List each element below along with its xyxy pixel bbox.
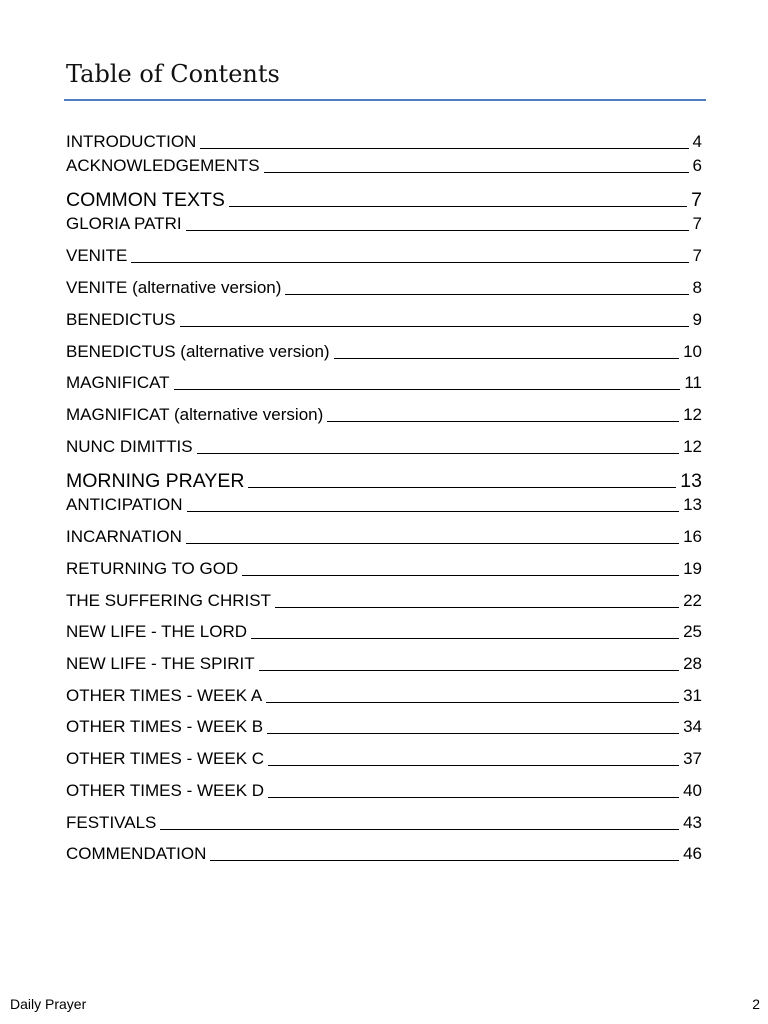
- toc-entry[interactable]: [66, 813, 702, 833]
- toc-entry-label: OTHER TIMES - WEEK D: [66, 781, 265, 800]
- toc-entry-label: VENITE: [66, 246, 128, 265]
- toc-leader-line: [334, 358, 680, 359]
- toc-page-number: 9: [692, 310, 702, 329]
- toc-entry[interactable]: [66, 214, 702, 234]
- toc-leader-line: [327, 421, 679, 422]
- toc-page-number: 12: [683, 405, 702, 424]
- toc-page-number: 7: [692, 214, 702, 233]
- toc-leader-line: [229, 206, 687, 207]
- toc-section-heading[interactable]: [66, 471, 702, 491]
- toc-leader-line: [267, 733, 679, 734]
- toc-leader-line: [259, 670, 679, 671]
- toc-leader-line: [251, 638, 679, 639]
- toc-entry-label: OTHER TIMES - WEEK A: [66, 686, 263, 705]
- toc-leader-line: [266, 702, 679, 703]
- toc-page-number: 7: [692, 246, 702, 265]
- toc-entry-label: ACKNOWLEDGEMENTS: [66, 156, 260, 175]
- toc-entry[interactable]: [66, 844, 702, 864]
- toc-entry-label: OTHER TIMES - WEEK B: [66, 717, 264, 736]
- toc-page-number: 4: [692, 132, 702, 151]
- toc-entry-label: OTHER TIMES - WEEK C: [66, 749, 265, 768]
- toc-leader-line: [174, 389, 681, 390]
- toc-page-number: 16: [683, 527, 702, 546]
- toc-entry-label: RETURNING TO GOD: [66, 559, 239, 578]
- title-divider: [64, 99, 706, 101]
- toc-entry-label: BENEDICTUS: [66, 310, 176, 329]
- toc-page-number: 22: [683, 591, 702, 610]
- toc-entry-label: VENITE (alternative version): [66, 278, 282, 297]
- toc-entry-label: BENEDICTUS (alternative version): [66, 342, 330, 361]
- page-title: Table of Contents: [66, 60, 280, 88]
- toc-page-number: 37: [683, 749, 702, 768]
- toc-entry[interactable]: [66, 622, 702, 642]
- toc-leader-line: [180, 326, 689, 327]
- toc-entry[interactable]: [66, 342, 702, 362]
- toc-page-number: 13: [680, 470, 702, 492]
- toc-entry-label: ANTICIPATION: [66, 495, 183, 514]
- toc-page-number: 6: [692, 156, 702, 175]
- toc-entry-label: INCARNATION: [66, 527, 182, 546]
- toc-page-number: 11: [684, 373, 702, 392]
- toc-entry-label: MAGNIFICAT: [66, 373, 170, 392]
- toc-section-heading[interactable]: [66, 190, 702, 210]
- toc-entry-label: NEW LIFE - THE SPIRIT: [66, 654, 255, 673]
- toc-page-number: 46: [683, 844, 702, 863]
- toc-leader-line: [186, 543, 679, 544]
- toc-entry-label: INTRODUCTION: [66, 132, 197, 151]
- toc-page-number: 40: [683, 781, 702, 800]
- toc-entry-label: MORNING PRAYER: [66, 470, 245, 492]
- toc-leader-line: [248, 487, 676, 488]
- toc-page-number: 31: [683, 686, 702, 705]
- toc-leader-line: [131, 262, 688, 263]
- toc-leader-line: [197, 453, 680, 454]
- toc-page-number: 25: [683, 622, 702, 641]
- toc-page-number: 19: [683, 559, 702, 578]
- toc-entry-label: FESTIVALS: [66, 813, 157, 832]
- toc-page-number: 43: [683, 813, 702, 832]
- toc-entry-label: THE SUFFERING CHRIST: [66, 591, 271, 610]
- toc-leader-line: [186, 230, 689, 231]
- toc-leader-line: [187, 511, 680, 512]
- toc-entry-label: COMMON TEXTS: [66, 189, 225, 211]
- toc-leader-line: [268, 765, 679, 766]
- footer-page-number: 2: [752, 996, 760, 1012]
- toc-leader-line: [285, 294, 688, 295]
- toc-entry[interactable]: [66, 132, 702, 152]
- toc-entry-label: COMMENDATION: [66, 844, 207, 863]
- toc-entry[interactable]: [66, 310, 702, 330]
- toc-entry[interactable]: [66, 749, 702, 769]
- toc-page-number: 28: [683, 654, 702, 673]
- toc-entry[interactable]: [66, 717, 702, 737]
- toc-entry[interactable]: [66, 246, 702, 266]
- toc-leader-line: [200, 148, 688, 149]
- toc-entry[interactable]: [66, 373, 702, 393]
- toc-entry[interactable]: [66, 278, 702, 298]
- toc-entry[interactable]: [66, 527, 702, 547]
- toc-page-number: 13: [683, 495, 702, 514]
- toc-entry-label: NEW LIFE - THE LORD: [66, 622, 248, 641]
- toc-entry-label: NUNC DIMITTIS: [66, 437, 193, 456]
- toc-leader-line: [160, 829, 679, 830]
- toc-leader-line: [264, 172, 689, 173]
- toc-entry[interactable]: [66, 559, 702, 579]
- toc-entry[interactable]: [66, 156, 702, 176]
- toc-leader-line: [242, 575, 679, 576]
- footer-document-name: Daily Prayer: [10, 996, 87, 1012]
- toc-entry[interactable]: [66, 437, 702, 457]
- toc-page-number: 34: [683, 717, 702, 736]
- toc-entry[interactable]: [66, 654, 702, 674]
- toc-page-number: 8: [692, 278, 702, 297]
- toc-entry[interactable]: [66, 781, 702, 801]
- toc-page-number: 10: [683, 342, 702, 361]
- toc-page-number: 7: [691, 189, 702, 211]
- toc-page-number: 12: [683, 437, 702, 456]
- toc-leader-line: [275, 607, 679, 608]
- toc-leader-line: [210, 860, 679, 861]
- toc-entry[interactable]: [66, 591, 702, 611]
- toc-entry[interactable]: [66, 686, 702, 706]
- toc-leader-line: [268, 797, 679, 798]
- toc-entry-label: MAGNIFICAT (alternative version): [66, 405, 324, 424]
- toc-entry[interactable]: [66, 495, 702, 515]
- toc-entry[interactable]: [66, 405, 702, 425]
- toc-entry-label: GLORIA PATRI: [66, 214, 182, 233]
